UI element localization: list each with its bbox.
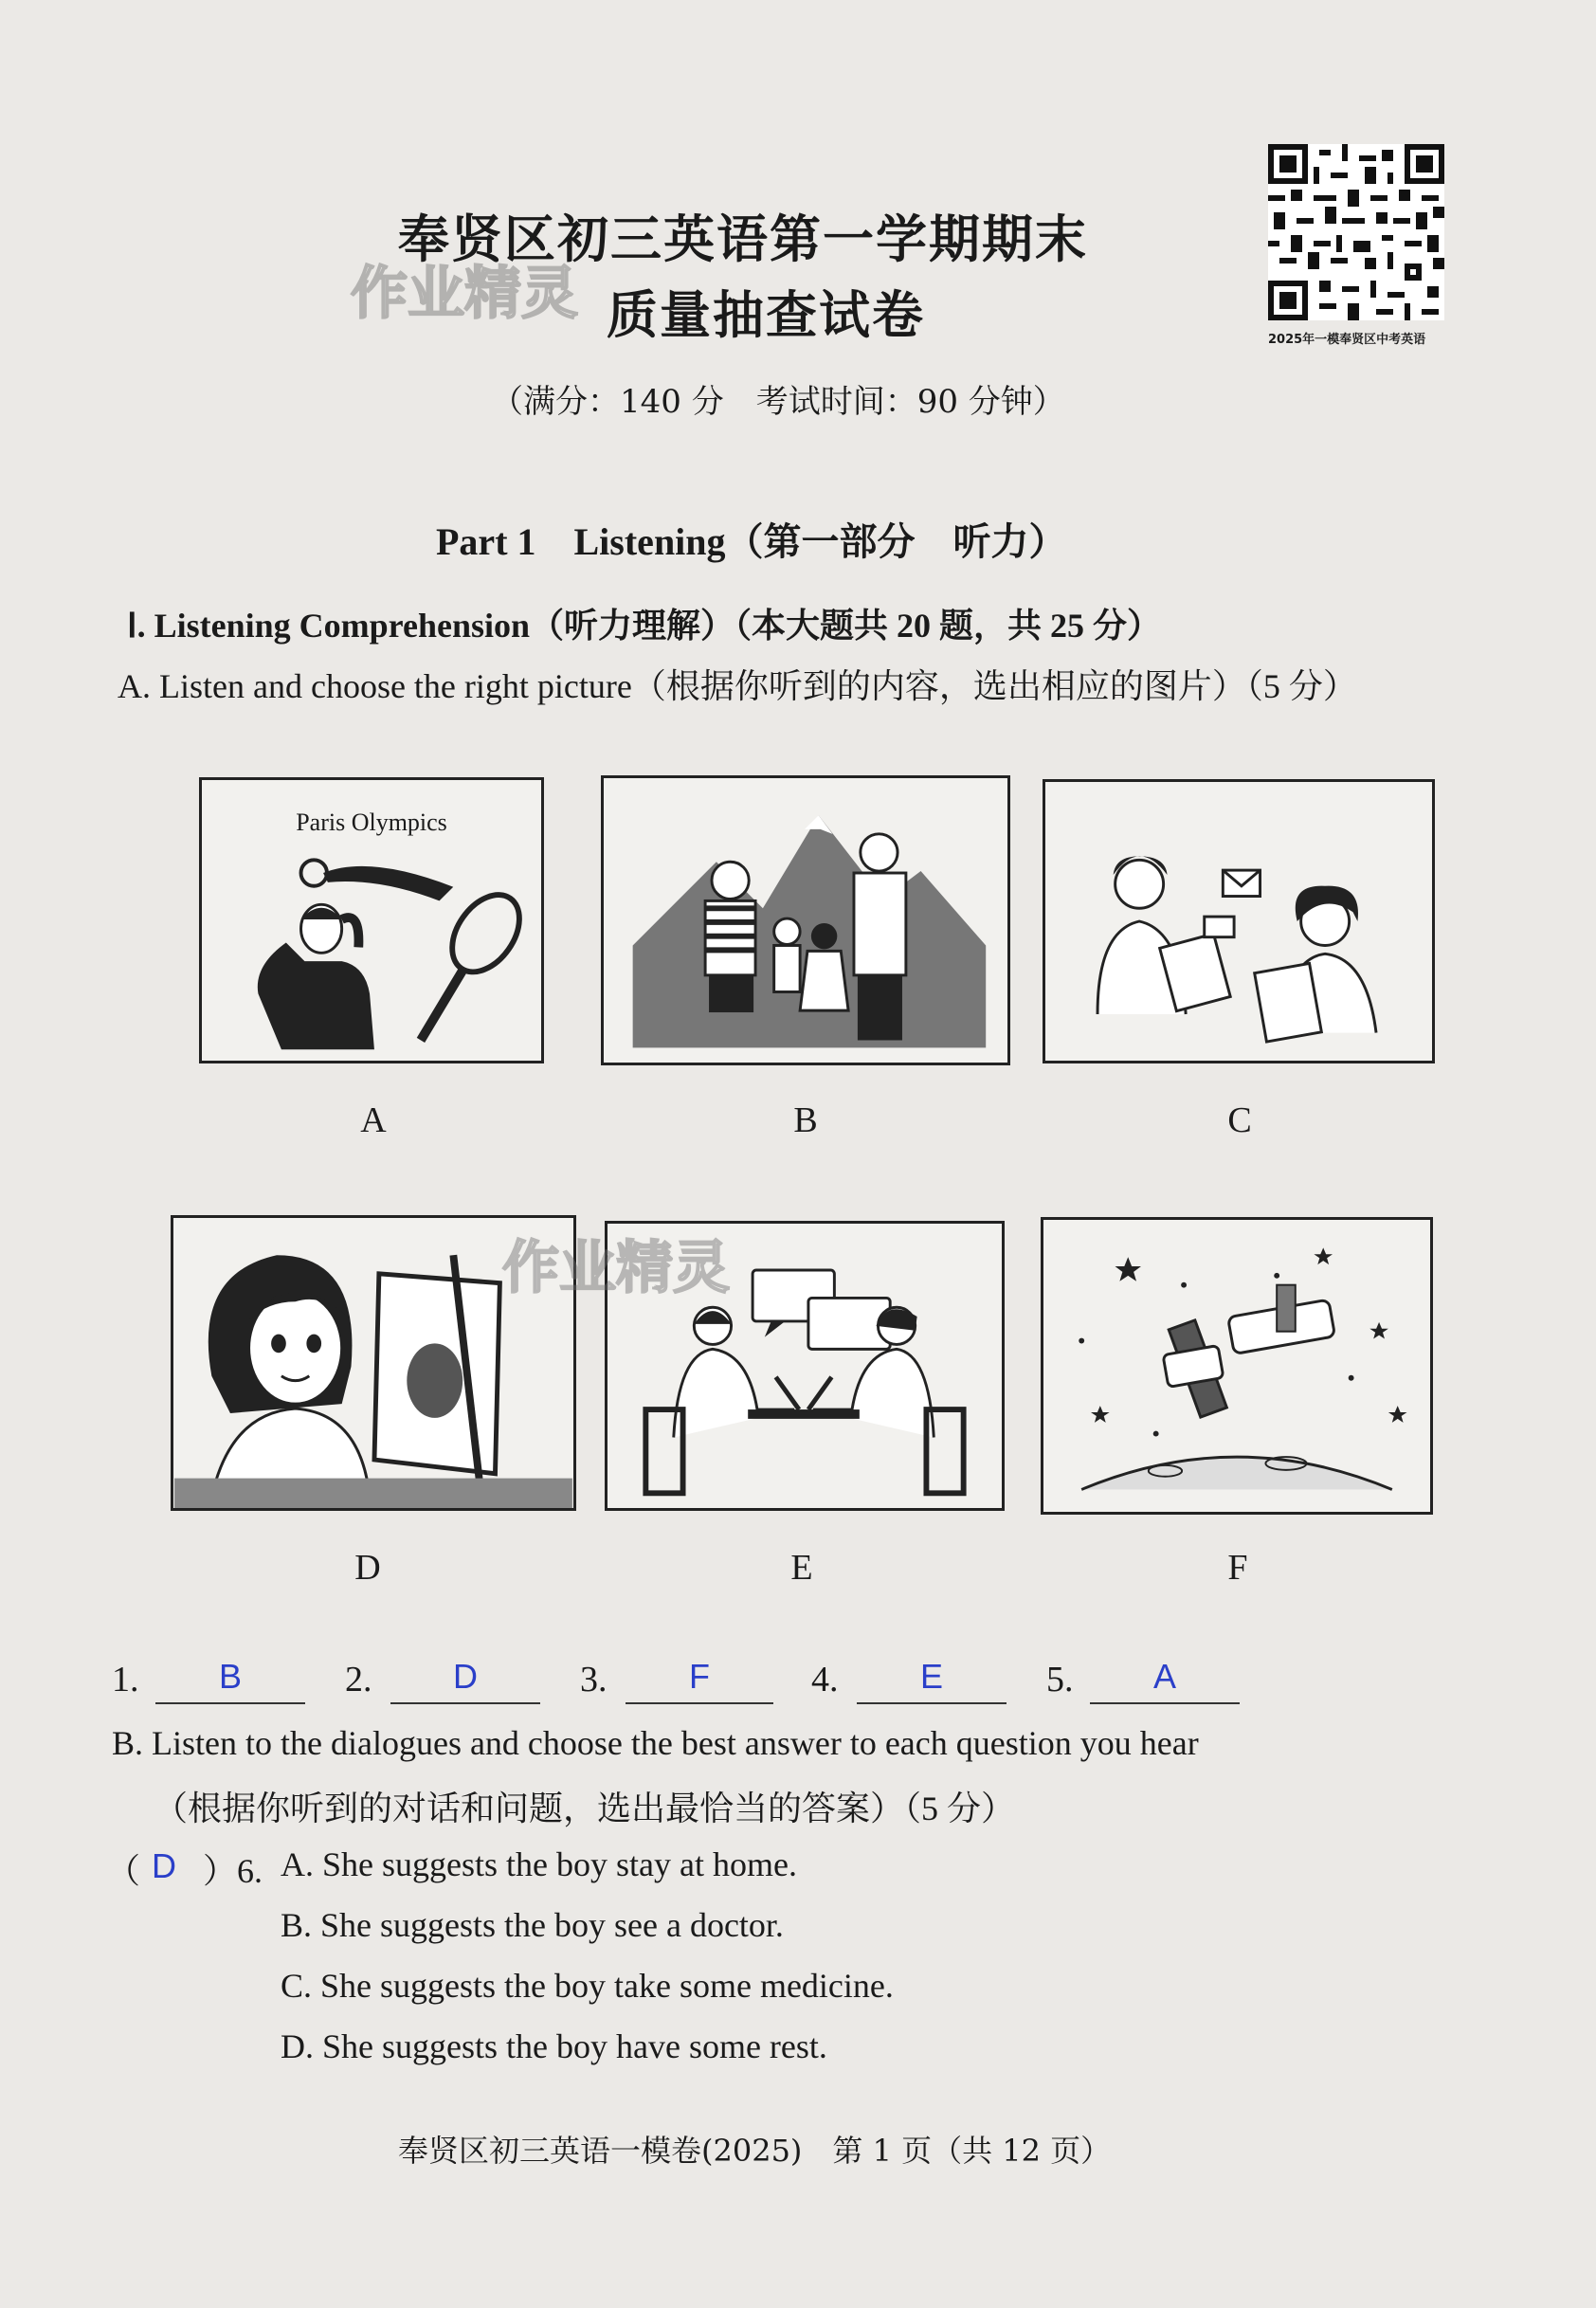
answer-number-1: 1. [112, 1660, 139, 1699]
section-B-instruction-cn: （根据你听到的对话和问题，选出最恰当的答案）（5 分） [154, 1790, 1016, 1827]
answer-blank-2[interactable] [390, 1657, 540, 1704]
answer-number-2: 2. [345, 1660, 372, 1699]
answer-number-4: 4. [811, 1660, 839, 1699]
space-station-icon [1043, 1220, 1430, 1512]
writing-letters-icon [1045, 782, 1432, 1061]
picture-a [199, 777, 544, 1063]
picture-f [1041, 1217, 1433, 1515]
q6-option-b: B. She suggests the boy see a doctor. [281, 1906, 784, 1944]
answer-1: B [218, 1657, 242, 1696]
q6-option-d: D. She suggests the boy have some rest. [281, 2027, 827, 2065]
picture-a-caption: Paris Olympics [296, 809, 447, 836]
answer-blank-5[interactable] [1090, 1657, 1240, 1704]
qr-caption: 2025年一模奉贤区中考英语 [1268, 333, 1426, 347]
answer-2: D [453, 1657, 478, 1696]
page-footer: 奉贤区初三英语一模卷(2025) 第 1 页（共 12 页） [398, 2133, 1112, 2169]
title-line-1: 奉贤区初三英语第一学期期末 [398, 209, 1088, 269]
watermark-2: 作业精灵 [502, 1235, 730, 1301]
q6-open-paren: （ [106, 1852, 141, 1890]
subtitle: （满分：140 分 考试时间：90 分钟） [491, 383, 1065, 421]
section-B-instruction: B. Listen to the dialogues and choose the best answer to each question you hear [112, 1724, 1199, 1762]
qr-code[interactable] [1268, 144, 1444, 320]
picture-f-letter: F [1227, 1548, 1248, 1588]
answer-blank-3[interactable] [626, 1657, 773, 1704]
tennis-player-icon [202, 780, 541, 1061]
answer-4: E [919, 1657, 943, 1696]
picture-d-letter: D [354, 1548, 381, 1588]
picture-c [1043, 779, 1435, 1063]
q6-number: ）6. [203, 1852, 263, 1890]
answer-blank-1[interactable] [155, 1657, 305, 1704]
picture-e-letter: E [790, 1548, 813, 1588]
section-I-heading: Ⅰ. Listening Comprehension（听力理解）（本大题共 20 题，共 25 分） [127, 607, 1162, 645]
q6-answer[interactable]: D [152, 1846, 176, 1885]
answer-number-3: 3. [580, 1660, 608, 1699]
picture-c-letter: C [1227, 1100, 1252, 1140]
q6-option-c: C. She suggests the boy take some medicine. [281, 1967, 894, 2005]
picture-b [601, 775, 1010, 1065]
picture-b-letter: B [793, 1100, 818, 1140]
family-hiking-icon [604, 778, 1007, 1063]
watermark: 作业精灵 [351, 261, 578, 327]
answer-3: F [689, 1657, 710, 1696]
part1-heading: Part 1 Listening（第一部分 听力） [436, 520, 1067, 563]
picture-a-letter: A [360, 1100, 387, 1140]
q6-option-a: A. She suggests the boy stay at home. [281, 1845, 797, 1883]
section-A-instruction: A. Listen and choose the right picture（根据你听到的内容，选出相应的图片）（5 分） [118, 667, 1357, 705]
answer-blank-4[interactable] [857, 1657, 1007, 1704]
answer-number-5: 5. [1046, 1660, 1074, 1699]
answer-5: A [1152, 1657, 1176, 1696]
title-line-2: 质量抽查试卷 [607, 284, 925, 345]
